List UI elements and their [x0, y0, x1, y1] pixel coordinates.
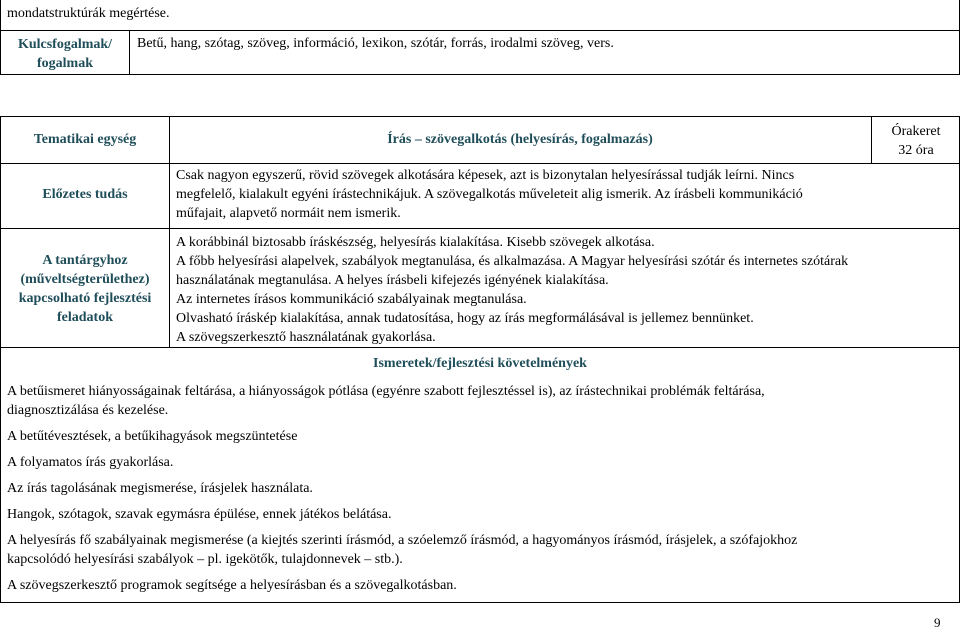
- requirement-item: [7, 479, 797, 498]
- goals-label-line: A tantárgyhoz: [42, 253, 128, 268]
- page-number: 9: [934, 615, 941, 630]
- requirement-line: A folyamatos írás gyakorlása.: [7, 455, 174, 470]
- goals-label: [1, 251, 169, 327]
- requirement-line: Az írás tagolásának megismerése, írásjelek használata.: [7, 481, 313, 496]
- requirement-line: A betűtévesztések, a betűkihagyások megszüntetése: [7, 429, 298, 444]
- requirement-line: Hangok, szótagok, szavak egymásra épülése, ennek játékos belátása.: [7, 507, 392, 522]
- keywords-label-line1: Kulcsfogalmak/: [17, 37, 113, 52]
- prereq-line: megfelelő, kialakult egyéni írástechnikájuk. A szövegalkotás műveleteit alig ismerik. Az írásbeli kommunikáció: [176, 187, 803, 202]
- goals-line: használatának megtanulása. A helyes írásbeli kifejezés igényének kialakítása.: [176, 273, 609, 288]
- requirement-line: diagnosztizálása és kezelése.: [7, 403, 169, 418]
- requirement-item: [7, 531, 797, 569]
- requirement-line: kapcsolódó helyesírási szabályok – pl. igekötők, tulajdonnevek – stb.).: [7, 552, 403, 567]
- goals-label-line: feladatok: [57, 310, 113, 325]
- requirement-item: [7, 382, 797, 420]
- requirement-item: [7, 505, 797, 524]
- goals-line: Olvasható íráskép kialakítása, annak tudatosítása, hogy az írás megformálásával is jellemez bennünket.: [176, 311, 754, 326]
- keywords-divider: [129, 31, 130, 74]
- hours-label: Órakeret: [891, 124, 941, 139]
- requirements-title: Ismeretek/fejlesztési követelmények: [373, 356, 587, 371]
- prereq-label: Előzetes tudás: [42, 187, 128, 202]
- unit-title: Írás – szövegalkotás (helyesírás, fogalmazás): [387, 132, 653, 147]
- goals-label-line: (műveltségterülethez): [20, 272, 150, 287]
- prereq-text: [176, 166, 803, 223]
- prereq-row: [0, 163, 960, 229]
- goals-line: A szövegszerkesztő használatának gyakorlása.: [176, 330, 436, 345]
- goals-divider: [169, 229, 170, 347]
- requirement-line: A szövegszerkesztő programok segítsége a helyesírásban és a szövegalkotásban.: [7, 578, 457, 593]
- goals-line: Az internetes írásos kommunikáció szabályainak megtanulása.: [176, 292, 527, 307]
- requirement-item: [7, 427, 797, 446]
- unit-label: Tematikai egység: [33, 132, 137, 147]
- goals-text: [176, 233, 848, 347]
- hours-cell: [872, 122, 960, 160]
- prereq-line: műfajait, alapvető normáit nem ismerik.: [176, 206, 401, 221]
- prereq-divider: [169, 164, 170, 228]
- keywords-label-line2: fogalmak: [37, 56, 93, 71]
- keywords-row: [0, 30, 960, 75]
- keywords-label: [1, 35, 129, 73]
- intro-row: [0, 0, 960, 31]
- goals-line: A korábbinál biztosabb íráskészség, helyesírás kialakítása. Kisebb szövegek alkotása.: [176, 235, 655, 250]
- requirement-line: A betűismeret hiányosságainak feltárása, a hiányosságok pótlása (egyénre szabott fejlesztéssel is), az írástechnikai problémák feltárása,: [7, 384, 765, 399]
- requirement-item: [7, 576, 797, 595]
- goals-label-line: kapcsolható fejlesztési: [18, 291, 152, 306]
- unit-header-row: [0, 116, 960, 164]
- requirements-section: [0, 347, 960, 603]
- requirement-item: [7, 453, 797, 472]
- prereq-line: Csak nagyon egyszerű, rövid szövegek alkotására képesek, azt is bizonytalan helyesírással tudják leírni. Nincs: [176, 168, 795, 183]
- goals-line: A főbb helyesírási alapelvek, szabályok megtanulása, és alkalmazása. A Magyar helyesírási szótár és internetes szótárak: [176, 254, 849, 269]
- requirements-list: [7, 382, 797, 595]
- requirement-line: A helyesírás fő szabályainak megismerése (a kiejtés szerinti írásmód, a szóelemző írásmód, a hagyományos írásmód, írásjelek, a szófajokhoz: [7, 533, 798, 548]
- keywords-value: Betű, hang, szótag, szöveg, információ, lexikon, szótár, forrás, irodalmi szöveg, vers.: [137, 36, 614, 51]
- intro-text: mondatstruktúrák megértése.: [7, 6, 170, 21]
- goals-row: [0, 228, 960, 348]
- hours-value: 32 óra: [898, 143, 934, 158]
